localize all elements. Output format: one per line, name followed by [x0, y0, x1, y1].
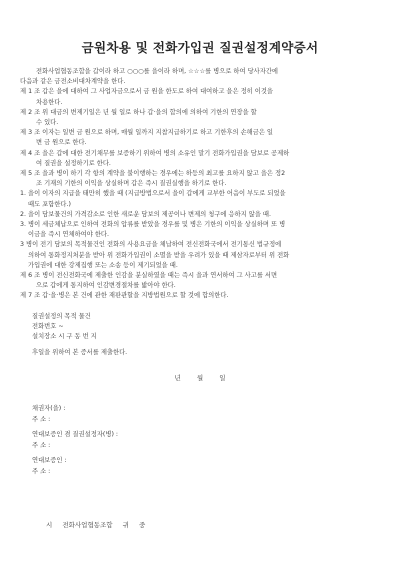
closing-statement: 후일을 위하여 본 증서를 제출한다.: [32, 349, 128, 357]
phone-line: 전화번호 ~: [32, 322, 64, 330]
article-4: [20, 149, 382, 169]
sub-item-4: [20, 240, 382, 271]
sub-item-line: 의하여 통화정지처분을 받아 위 전화가입권이 소멸을 받을 우려가 있을 때 제삼자로부터 위 전화: [28, 251, 290, 259]
addressee-footer: 시 전화사업협동조합 귀 중: [46, 521, 146, 529]
sub-item-1: [20, 189, 382, 209]
article-line: 차용한다.: [36, 98, 63, 106]
signature-line: 연대보증인 :: [32, 457, 67, 464]
article-line: 여 질권을 설정하기로 한다.: [36, 159, 111, 167]
sub-item-line: 때도 포함한다.): [28, 200, 71, 208]
sub-item-3: [20, 220, 382, 240]
sub-item-line: 2. 을이 담보물건의 가격감소로 인한 새로운 담보의 제공이나 변제의 청구에 응하지 않을 때.: [20, 210, 272, 218]
article-line: 으로 갑에게 통지하여 인감변경절차를 밟아야 한다.: [36, 282, 176, 290]
sub-item-line: 3 병이 전기 담보의 목적물건인 전화의 사용요금을 체납하여 전신전화국에서 전기통신 법규정에: [20, 241, 282, 249]
sub-item-2: [20, 210, 382, 220]
intro-line: 다음과 같은 금전소비대차계약을 한다.: [20, 78, 126, 86]
article-line: 제 1 조 갑은 을에 대하여 그 사업자금으로서 금 원을 한도로 하여 대여하고 을은 정히 이것을: [20, 88, 274, 96]
sub-item-line: 1. 을이 이자의 지급을 태만히 했을 때 (지급방법으로서 을이 갑에게 교부한 어음이 부도로 되었을: [20, 190, 286, 198]
article-2: [20, 108, 382, 128]
sub-item-line: 가입권에 대한 강제집행 또는 소송 등이 제기되었을 때.: [28, 261, 178, 269]
sub-item-line: 3. 병이 세금체납으로 인하여 전화의 압류를 받았을 경우를 및 병은 기한의 이익을 상실하며 또 병: [20, 221, 286, 229]
document-body: [20, 67, 382, 358]
collateral-heading: 질권설정의 목적 물건: [32, 312, 91, 320]
document-title: 금원차용 및 전화가입권 질권설정계약증서: [81, 40, 319, 55]
signature-block: [32, 404, 118, 477]
signature-line: 연대보증인 겸 질권설정자(병) :: [32, 431, 119, 438]
article-line: 조 기재의 기한의 이익을 상실하며 갑은 즉시 질권실행을 하기로 한다.: [36, 180, 227, 188]
signature-line: 주 소 :: [32, 467, 51, 475]
location-line: 설치장소 시 구 동 번 지: [32, 333, 97, 341]
article-line: 변 금 원으로 한다.: [36, 139, 87, 147]
article-line: 제 2 조 위 대금의 변제기일은 년 월 일로 하나 갑·을의 합의에 의하여 기한의 연장을 할: [20, 108, 257, 116]
article-7: [20, 291, 382, 301]
article-line: 제 5 조 을과 병이 하기 각 항의 계약을 불이행하는 경우에는 하등의 최고를 요하지 않고 을은 정2: [20, 170, 286, 178]
article-line: 제 6 조 병이 전신전화국에 제출한 인감을 분실하였을 때는 즉시 을과 연서하여 그 사고를 서면: [20, 272, 278, 280]
date-line: 년 월 일: [174, 374, 226, 382]
signature-line: 채권자(을) :: [32, 405, 66, 412]
article-1: [20, 87, 382, 107]
article-line: 제 7 조 갑·을·병은 본 건에 관한 재판관할을 지방법원으로 할 것에 합의한다.: [20, 292, 229, 300]
article-5: [20, 169, 382, 189]
intro-line: 전화사업협동조합을 갑이라 하고 ○○○를 을이라 하며, ☆☆☆를 병으로 하여 당사자간에: [36, 68, 279, 75]
collateral-block: [32, 312, 382, 343]
spacer: [20, 302, 382, 312]
article-line: 수 있다.: [36, 119, 59, 127]
signature-line: 주 소 :: [32, 415, 51, 423]
article-line: 제 4 조 을은 갑에 대한 전기채무를 보증하기 위하여 병의 소유인 말기 전화가입권을 담보로 공제하: [20, 149, 290, 157]
article-3: [20, 128, 382, 148]
sub-item-line: 이금을 즉시 연체하여야 한다.: [28, 231, 109, 239]
signature-line: 주 소 :: [32, 441, 51, 449]
article-line: 제 3 조 이자는 일변 금 원으로 하며, 매월 일까지 지참지급하기로 하고 기한후의 손해금은 일: [20, 129, 274, 137]
article-6: [20, 271, 382, 291]
